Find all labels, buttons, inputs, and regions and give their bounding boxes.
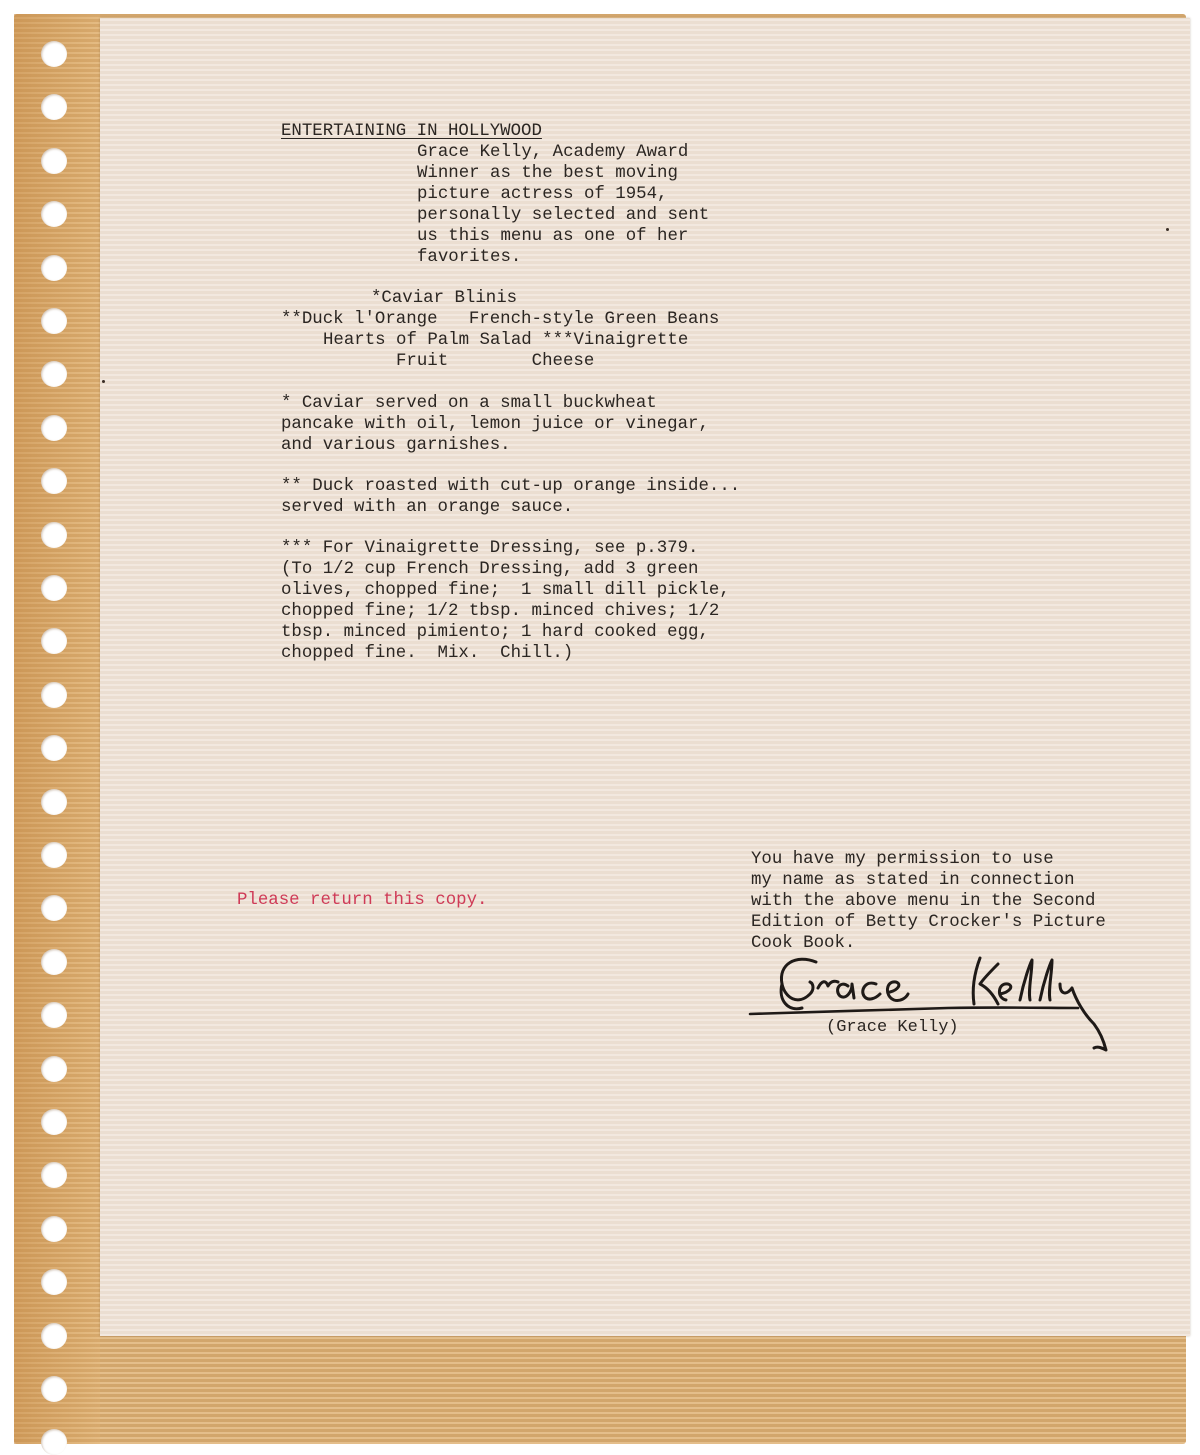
binder-hole <box>41 41 67 67</box>
binder-hole <box>41 628 67 654</box>
footnote-line: olives, chopped fine; 1 small dill pickle, <box>281 581 730 600</box>
footnote-line: served with an orange sauce. <box>281 498 574 517</box>
menu-item: *Caviar Blinis <box>371 289 518 308</box>
menu-item: Hearts of Palm Salad ***Vinaigrette <box>323 331 689 350</box>
footnote-line: ** Duck roasted with cut-up orange inside... <box>281 477 741 496</box>
footnote-line: pancake with oil, lemon juice or vinegar, <box>281 415 709 434</box>
binder-hole <box>41 789 67 815</box>
binder-hole <box>41 94 67 120</box>
footnote-line: chopped fine; 1/2 tbsp. minced chives; 1/2 <box>281 602 720 621</box>
binder-hole <box>41 1109 67 1135</box>
footnote-line: chopped fine. Mix. Chill.) <box>281 644 574 663</box>
binder-hole <box>41 308 67 334</box>
binder-hole <box>41 949 67 975</box>
intro-line: Grace Kelly, Academy Award <box>417 143 689 162</box>
binder-hole <box>41 1376 67 1402</box>
binder-hole <box>41 682 67 708</box>
binder-hole <box>41 1162 67 1188</box>
paper-speck <box>1166 228 1169 231</box>
permission-line: You have my permission to use <box>751 850 1054 869</box>
intro-line: personally selected and sent <box>417 206 710 225</box>
footnote-line: and various garnishes. <box>281 436 511 455</box>
permission-line: my name as stated in connection <box>751 871 1075 890</box>
binder-hole <box>41 415 67 441</box>
intro-line: Winner as the best moving <box>417 164 678 183</box>
intro-line: us this menu as one of her <box>417 227 689 246</box>
typed-name: (Grace Kelly) <box>826 1018 959 1037</box>
grace-kelly-signature <box>748 950 1118 1060</box>
binder-hole <box>41 1323 67 1349</box>
binder-hole <box>41 148 67 174</box>
footnote-line: tbsp. minced pimiento; 1 hard cooked egg, <box>281 623 709 642</box>
menu-item: Fruit Cheese <box>396 352 595 371</box>
binder-hole <box>41 1429 67 1455</box>
footnote-line: (To 1/2 cup French Dressing, add 3 green <box>281 560 699 579</box>
intro-line: picture actress of 1954, <box>417 185 668 204</box>
paper-speck <box>102 380 105 383</box>
return-note: Please return this copy. <box>237 891 488 910</box>
intro-line: favorites. <box>417 248 522 267</box>
binder-hole <box>41 575 67 601</box>
permission-line: Edition of Betty Crocker's Picture <box>751 913 1106 932</box>
binder-hole <box>41 522 67 548</box>
binder-hole <box>41 1216 67 1242</box>
binder-hole <box>41 361 67 387</box>
binder-hole <box>41 895 67 921</box>
document-heading: ENTERTAINING IN HOLLYWOOD <box>281 122 542 141</box>
binder-hole <box>41 735 67 761</box>
footnote-line: * Caviar served on a small buckwheat <box>281 394 657 413</box>
footnote-line: *** For Vinaigrette Dressing, see p.379. <box>281 539 699 558</box>
binder-hole <box>41 1002 67 1028</box>
menu-item: **Duck l'Orange French-style Green Beans <box>281 310 720 329</box>
permission-line: with the above menu in the Second <box>751 892 1096 911</box>
binder-hole <box>41 842 67 868</box>
binder-hole <box>41 468 67 494</box>
binder-holes <box>14 14 100 1444</box>
binder-hole <box>41 201 67 227</box>
binder-hole <box>41 255 67 281</box>
binder-hole <box>41 1269 67 1295</box>
permission-line: Cook Book. <box>751 934 856 953</box>
binder-hole <box>41 1056 67 1082</box>
